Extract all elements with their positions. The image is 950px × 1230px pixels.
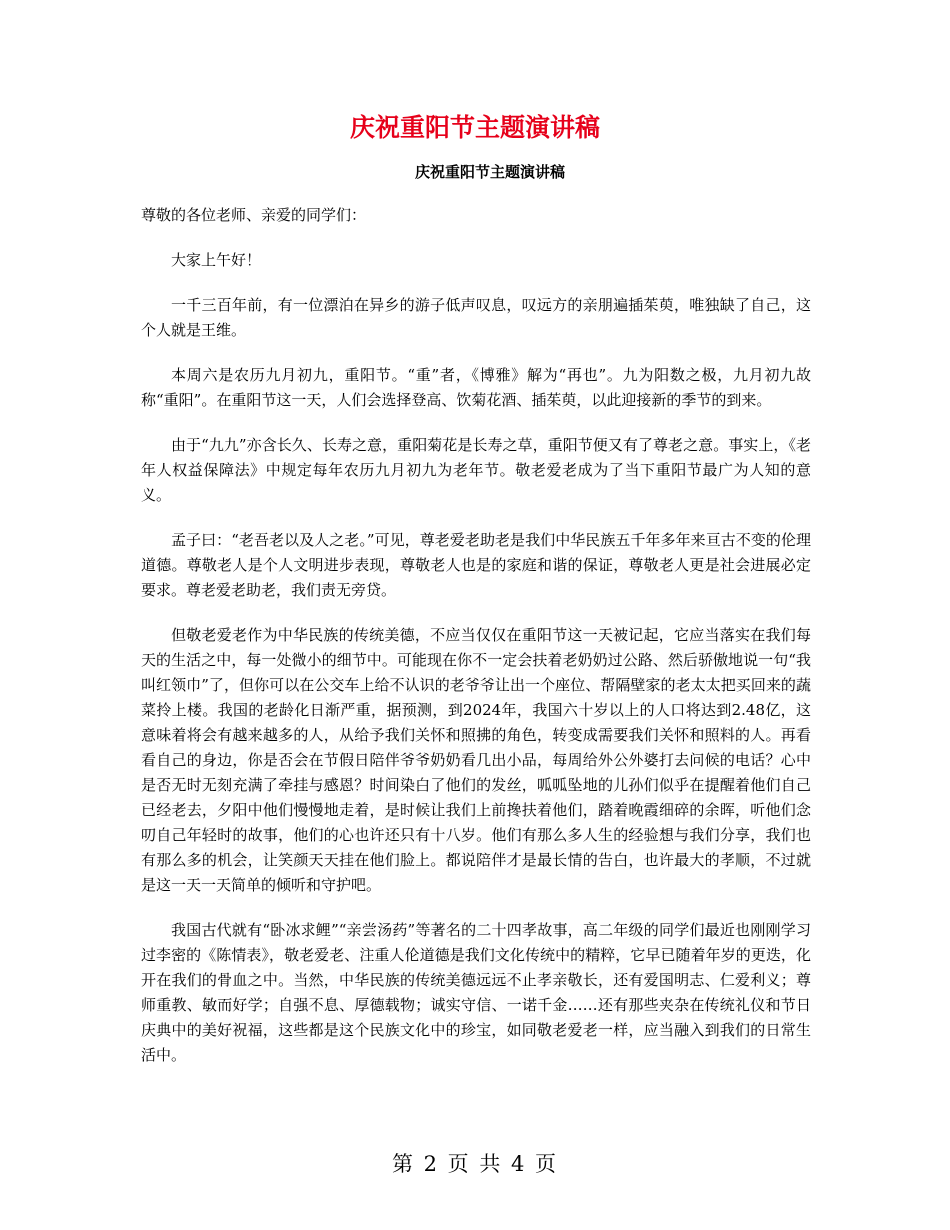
salutation: 尊敬的各位老师、亲爱的同学们： [141,206,367,224]
paragraph: 我国古代就有“卧冰求鲤”“亲尝汤药”等著名的二十四孝故事，高二年级的同学们最近也刚刚学习过李密的《陈情表》，敬老爱老、注重人伦道德是我们文化传统中的精粹，它早已随着年岁的更迭，化开在我们的骨血之中。当然，中华民族的传统美德远远不止孝亲敬长，还有爱国明志、仁爱利义；尊师重教、敏而好学；自强不息、厚德载物；诚实守信、一诺千金……还有那些夹杂在传统礼仪和节日庆典中的美好祝福，这些都是这个民族文化中的珍宝，如同敬老爱老一样，应当融入到我们的日常生活中。 [141,921,811,1064]
page-number-footer: 第 2 页 共 4 页 [391,1152,559,1176]
paragraph: 一千三百年前，有一位漂泊在异乡的游子低声叹息，叹远方的亲朋遍插茱萸，唯独缺了自己，这个人就是王维。 [141,296,811,339]
paragraph: 由于“九九”亦含长久、长寿之意，重阳菊花是长寿之草，重阳节便又有了尊老之意。事实上，《老年人权益保障法》中规定每年农历九月初九为老年节。敬老爱老成为了当下重阳节最广为人知的意义。 [141,436,811,504]
paragraph: 本周六是农历九月初九，重阳节。“重”者，《博雅》解为“再也”。九为阳数之极，九月初九故称“重阳”。在重阳节这一天，人们会选择登高、饮菊花酒、插茱萸，以此迎接新的季节的到来。 [141,366,811,409]
document-title: 庆祝重阳节主题演讲稿 [349,113,600,142]
document-body [141,203,811,1088]
paragraph: 但敬老爱老作为中华民族的传统美德，不应当仅仅在重阳节这一天被记起，它应当落实在我们每天的生活之中，每一处微小的细节中。可能现在你不一定会扶着老奶奶过公路、然后骄傲地说一句“我叫红领巾”了，但你可以在公交车上给不认识的老爷爷让出一个座位、帮隔壁家的老太太把买回来的蔬菜拎上楼。我国的老龄化日渐严重，据预测，到2024年，我国六十岁以上的人口将达到2.48亿，这意味着将会有越来越多的人，从给予我们关怀和照拂的角色，转变成需要我们关怀和照料的人。再看看自己的身边，你是否会在节假日陪伴爷爷奶奶看几出小品，每周给外公外婆打去问候的电话？心中是否无时无刻充满了牵挂与感恩？时间染白了他们的发丝，呱呱坠地的儿孙们似乎在提醒着他们自己已经老去，夕阳中他们慢慢地走着，是时候让我们上前搀扶着他们，踏着晚霞细碎的余晖，听他们念叨自己年轻时的故事，他们的心也许还只有十八岁。他们有那么多人生的经验想与我们分享，我们也有那么多的机会，让笑颜天天挂在他们脸上。都说陪伴才是最长情的告白，也许最大的孝顺，不过就是这一天一天简单的倾听和守护吧。 [141,626,811,894]
greeting: 大家上午好！ [171,251,262,269]
document-subtitle: 庆祝重阳节主题演讲稿 [414,163,565,181]
paragraph: 孟子曰：“老吾老以及人之老。”可见，尊老爱老助老是我们中华民族五千年多年来亘古不变的伦理道德。尊敬老人是个人文明进步表现，尊敬老人也是的家庭和谐的保证，尊敬老人更是社会进展必定要求。尊老爱老助老，我们责无旁贷。 [141,531,811,599]
